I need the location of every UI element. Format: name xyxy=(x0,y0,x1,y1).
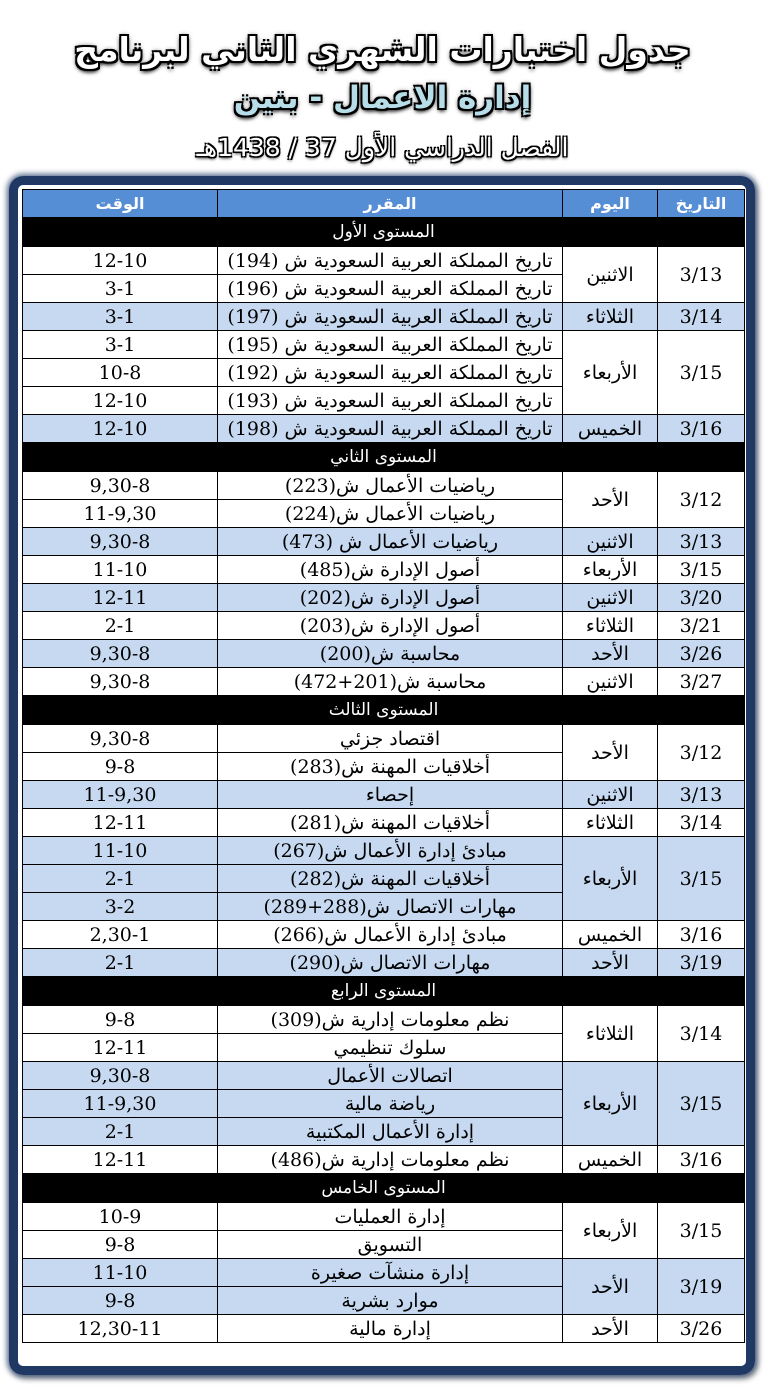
exam-time-cell: 2-1 xyxy=(23,612,218,640)
exam-time-cell: 11-10 xyxy=(23,837,218,865)
exam-day-cell: الثلاثاء xyxy=(563,303,658,331)
exam-day-cell: الخميس xyxy=(563,921,658,949)
exam-day-cell: الأحد xyxy=(563,1315,658,1343)
table-row xyxy=(23,640,745,668)
exam-date-cell: 3/12 xyxy=(658,725,745,781)
exam-time-cell: 9-8 xyxy=(23,1287,218,1315)
course-cell: نظم معلومات إدارية ش(486) xyxy=(218,1146,563,1174)
exam-date-cell: 3/19 xyxy=(658,1259,745,1315)
exam-date-cell: 3/16 xyxy=(658,1146,745,1174)
exam-date-cell: 3/14 xyxy=(658,1006,745,1062)
exam-time-cell: 9,30-8 xyxy=(23,725,218,753)
table-row xyxy=(23,472,745,500)
exam-date-cell: 3/13 xyxy=(658,528,745,556)
table-row xyxy=(23,725,745,753)
table-row xyxy=(23,1259,745,1287)
level-header-row xyxy=(23,977,745,1006)
exam-time-cell: 3-1 xyxy=(23,331,218,359)
course-cell: اتصالات الأعمال xyxy=(218,1062,563,1090)
exam-time-cell: 2-1 xyxy=(23,949,218,977)
exam-time-cell: 9,30-8 xyxy=(23,528,218,556)
level-header-row xyxy=(23,1174,745,1203)
exam-time-cell: 12-11 xyxy=(23,809,218,837)
exam-day-cell: الاثنين xyxy=(563,781,658,809)
exam-time-cell: 11-9,30 xyxy=(23,1090,218,1118)
course-cell: مبادئ إدارة الأعمال ش(267) xyxy=(218,837,563,865)
table-row xyxy=(23,331,745,359)
exam-time-cell: 2-1 xyxy=(23,865,218,893)
exam-date-cell: 3/16 xyxy=(658,415,745,443)
course-cell: أصول الإدارة ش(485) xyxy=(218,556,563,584)
exam-time-cell: 9-8 xyxy=(23,753,218,781)
level-header-row xyxy=(23,696,745,725)
exam-schedule-table xyxy=(22,189,745,1343)
course-cell: اقتصاد جزئي xyxy=(218,725,563,753)
exam-date-cell: 3/14 xyxy=(658,809,745,837)
table-row xyxy=(23,1315,745,1343)
table-row xyxy=(23,809,745,837)
course-cell: تاريخ المملكة العربية السعودية ش (195) xyxy=(218,331,563,359)
exam-day-cell: الأربعاء xyxy=(563,556,658,584)
table-row xyxy=(23,1006,745,1034)
level-header-row xyxy=(23,218,745,247)
course-cell: محاسبة ش(201+472) xyxy=(218,668,563,696)
course-cell: مهارات الاتصال ش(288+289) xyxy=(218,893,563,921)
exam-time-cell: 11-10 xyxy=(23,556,218,584)
exam-time-cell: 3-1 xyxy=(23,275,218,303)
exam-time-cell: 9-8 xyxy=(23,1231,218,1259)
table-row xyxy=(23,837,745,865)
exam-time-cell: 9,30-8 xyxy=(23,640,218,668)
table-row xyxy=(23,556,745,584)
table-row xyxy=(23,415,745,443)
level-header-row xyxy=(23,443,745,472)
exam-date-cell: 3/26 xyxy=(658,1315,745,1343)
exam-date-cell: 3/20 xyxy=(658,584,745,612)
level-title: المستوى الأول xyxy=(23,218,745,247)
exam-time-cell: 10-9 xyxy=(23,1203,218,1231)
exam-day-cell: الاثنين xyxy=(563,668,658,696)
exam-time-cell: 9,30-8 xyxy=(23,1062,218,1090)
exam-time-cell: 12-11 xyxy=(23,1034,218,1062)
course-cell: تاريخ المملكة العربية السعودية ش (193) xyxy=(218,387,563,415)
course-cell: تاريخ المملكة العربية السعودية ش (198) xyxy=(218,415,563,443)
exam-day-cell: الثلاثاء xyxy=(563,1006,658,1062)
course-cell: إدارة مالية xyxy=(218,1315,563,1343)
exam-date-cell: 3/14 xyxy=(658,303,745,331)
title-line-2: إدارة الاعمال - بنين xyxy=(233,80,532,116)
course-cell: تاريخ المملكة العربية السعودية ش (192) xyxy=(218,359,563,387)
course-cell: رياضة مالية xyxy=(218,1090,563,1118)
exam-date-cell: 3/15 xyxy=(658,1203,745,1259)
exam-date-cell: 3/13 xyxy=(658,781,745,809)
course-cell: إحصاء xyxy=(218,781,563,809)
level-title: المستوى الثاني xyxy=(23,443,745,472)
exam-date-cell: 3/19 xyxy=(658,949,745,977)
exam-day-cell: الأحد xyxy=(563,472,658,528)
exam-time-cell: 12-11 xyxy=(23,1146,218,1174)
exam-day-cell: الاثنين xyxy=(563,247,658,303)
column-header-day: اليوم xyxy=(563,190,658,218)
exam-time-cell: 3-2 xyxy=(23,893,218,921)
course-cell: سلوك تنظيمي xyxy=(218,1034,563,1062)
exam-date-cell: 3/15 xyxy=(658,331,745,415)
table-row xyxy=(23,1203,745,1231)
course-cell: أخلاقيات المهنة ش(281) xyxy=(218,809,563,837)
column-header-date: التاريخ xyxy=(658,190,745,218)
exam-time-cell: 9,30-8 xyxy=(23,668,218,696)
table-row xyxy=(23,921,745,949)
exam-day-cell: الأربعاء xyxy=(563,837,658,921)
exam-date-cell: 3/13 xyxy=(658,247,745,303)
course-cell: إدارة العمليات xyxy=(218,1203,563,1231)
exam-time-cell: 12-11 xyxy=(23,584,218,612)
exam-date-cell: 3/15 xyxy=(658,1062,745,1146)
exam-time-cell: 9,30-8 xyxy=(23,472,218,500)
exam-time-cell: 11-9,30 xyxy=(23,500,218,528)
course-cell: رياضيات الأعمال ش(224) xyxy=(218,500,563,528)
exam-day-cell: الثلاثاء xyxy=(563,809,658,837)
exam-time-cell: 12-10 xyxy=(23,247,218,275)
exam-day-cell: الأحد xyxy=(563,949,658,977)
course-cell: مهارات الاتصال ش(290) xyxy=(218,949,563,977)
exam-time-cell: 10-8 xyxy=(23,359,218,387)
course-cell: تاريخ المملكة العربية السعودية ش (196) xyxy=(218,275,563,303)
exam-day-cell: الأحد xyxy=(563,1259,658,1315)
course-cell: أخلاقيات المهنة ش(283) xyxy=(218,753,563,781)
exam-day-cell: الأحد xyxy=(563,640,658,668)
column-header-time: الوقت xyxy=(23,190,218,218)
table-row xyxy=(23,528,745,556)
exam-date-cell: 3/16 xyxy=(658,921,745,949)
exam-day-cell: الاثنين xyxy=(563,584,658,612)
course-cell: رياضيات الأعمال ش(223) xyxy=(218,472,563,500)
course-cell: رياضيات الأعمال ش (473) xyxy=(218,528,563,556)
level-title: المستوى الثالث xyxy=(23,696,745,725)
exam-day-cell: الخميس xyxy=(563,1146,658,1174)
level-title: المستوى الرابع xyxy=(23,977,745,1006)
course-cell: نظم معلومات إدارية ش(309) xyxy=(218,1006,563,1034)
exam-day-cell: الثلاثاء xyxy=(563,612,658,640)
exam-date-cell: 3/12 xyxy=(658,472,745,528)
exam-time-cell: 9-8 xyxy=(23,1006,218,1034)
exam-time-cell: 2-1 xyxy=(23,1118,218,1146)
course-cell: تاريخ المملكة العربية السعودية ش (194) xyxy=(218,247,563,275)
course-cell: التسويق xyxy=(218,1231,563,1259)
table-row xyxy=(23,612,745,640)
level-title: المستوى الخامس xyxy=(23,1174,745,1203)
course-cell: مبادئ إدارة الأعمال ش(266) xyxy=(218,921,563,949)
table-header-row xyxy=(23,190,745,218)
table-row xyxy=(23,1146,745,1174)
exam-day-cell: الأربعاء xyxy=(563,1203,658,1259)
exam-time-cell: 12,30-11 xyxy=(23,1315,218,1343)
exam-time-cell: 12-10 xyxy=(23,415,218,443)
course-cell: أصول الإدارة ش(203) xyxy=(218,612,563,640)
course-cell: أخلاقيات المهنة ش(282) xyxy=(218,865,563,893)
exam-date-cell: 3/15 xyxy=(658,556,745,584)
table-body xyxy=(23,218,745,1343)
table-row xyxy=(23,584,745,612)
exam-day-cell: الأحد xyxy=(563,725,658,781)
exam-time-cell: 2,30-1 xyxy=(23,921,218,949)
course-cell: موارد بشرية xyxy=(218,1287,563,1315)
table-row xyxy=(23,303,745,331)
course-cell: أصول الإدارة ش(202) xyxy=(218,584,563,612)
course-cell: تاريخ المملكة العربية السعودية ش (197) xyxy=(218,303,563,331)
title-line-3-semester: الفصل الدراسي الأول 37 / 1438هـ xyxy=(196,133,569,162)
table-row xyxy=(23,781,745,809)
course-cell: محاسبة ش(200) xyxy=(218,640,563,668)
table-row xyxy=(23,247,745,275)
exam-day-cell: الأربعاء xyxy=(563,331,658,415)
table-row xyxy=(23,668,745,696)
exam-date-cell: 3/26 xyxy=(658,640,745,668)
column-header-course: المقرر xyxy=(218,190,563,218)
exam-time-cell: 3-1 xyxy=(23,303,218,331)
exam-date-cell: 3/21 xyxy=(658,612,745,640)
exam-date-cell: 3/15 xyxy=(658,837,745,921)
exam-day-cell: الاثنين xyxy=(563,528,658,556)
course-cell: إدارة منشآت صغيرة xyxy=(218,1259,563,1287)
table-row xyxy=(23,949,745,977)
exam-time-cell: 11-9,30 xyxy=(23,781,218,809)
exam-day-cell: الأربعاء xyxy=(563,1062,658,1146)
exam-time-cell: 12-10 xyxy=(23,387,218,415)
exam-time-cell: 11-10 xyxy=(23,1259,218,1287)
course-cell: إدارة الأعمال المكتبية xyxy=(218,1118,563,1146)
title-line-1: جدول اختبارات الشهري الثاني لبرنامج xyxy=(74,30,691,69)
exam-date-cell: 3/27 xyxy=(658,668,745,696)
exam-day-cell: الخميس xyxy=(563,415,658,443)
table-row xyxy=(23,1062,745,1090)
